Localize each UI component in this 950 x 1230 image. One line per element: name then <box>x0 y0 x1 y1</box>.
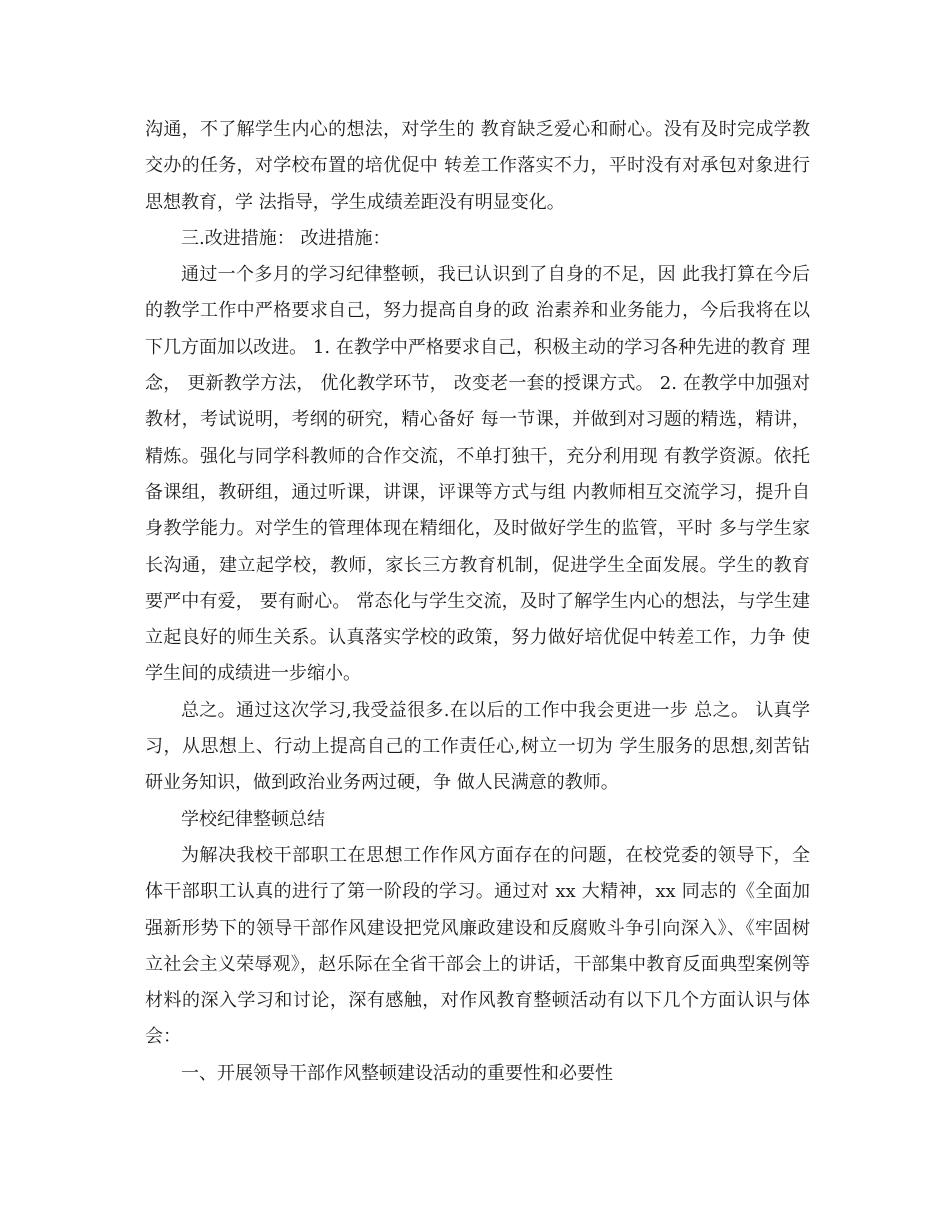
paragraph-improvement-measures: 通过一个多月的学习纪律整顿，我已认识到了自身的不足，因 此我打算在今后的教学工作中严格要求自己，努力提高自身的政 治素养和业务能力，今后我将在以下几方面加以改进。 1. 在教学中严格要求自己，积极主动的学习各种先进的教育 理念， 更新教学方法， 优化教学环节， 改变老一套的授课方式。 2. 在教学中加强对教材，考试说明，考纲的研究，精心备好 每一节课，并做到对习题的精选，精讲，精炼。强化与同学科教师的合作交流，不单打独干，充分利用现 有教学资源。依托备课组，教研组，通过听课，讲课，评课等方式与组 内教师相互交流学习，提升自身教学能力。对学生的管理体现在精细化，及时做好学生的监管，平时 多与学生家长沟通，建立起学校，教师，家长三方教育机制，促进学生全面发展。学生的教育要严中有爱， 要有耐心。 常态化与学生交流，及时了解学生内心的想法，与学生建立起良好的师生关系。认真落实学校的政策，努力做好培优促中转差工作，力争 使学生间的成绩进一步缩小。 <box>145 264 810 685</box>
paragraph-continuation: 沟通，不了解学生内心的想法，对学生的 教育缺乏爱心和耐心。没有及时完成学教交办的任务，对学校布置的培优促中 转差工作落实不力，平时没有对承包对象进行思想教育，学 法指导，学生成绩差距没有明显变化。 <box>145 119 810 213</box>
document-subtitle: 学校纪律整顿总结 <box>181 808 325 830</box>
paragraph-summary-intro: 为解决我校干部职工在思想工作作风方面存在的问题，在校党委的领导下，全体干部职工认真的进行了第一阶段的学习。通过对 xx 大精神，xx 同志的《全面加强新形势下的领导干部作风建设把党风廉政建设和反腐败斗争引向深入》、《牢固树立社会主义荣辱观》，赵乐际在全省干部会上的讲话，干部集中教育反面典型案例等材料的深入学习和讨论，深有感触，对作风教育整顿活动有以下几个方面认识与体会： <box>145 844 810 1048</box>
section-heading-importance: 一、开展领导干部作风整顿建设活动的重要性和必要性 <box>181 1062 613 1084</box>
document-body <box>145 112 810 1092</box>
paragraph-conclusion: 总之。通过这次学习,我受益很多.在以后的工作中我会更进一步 总之。 认真学习，从思想上、行动上提高自己的工作责任心,树立一切为 学生服务的思想,刻苦钻研业务知识，做到政治业务两过硬，争 做人民满意的教师。 <box>145 699 810 794</box>
section-heading-improvement: 三.改进措施： 改进措施： <box>181 227 391 249</box>
